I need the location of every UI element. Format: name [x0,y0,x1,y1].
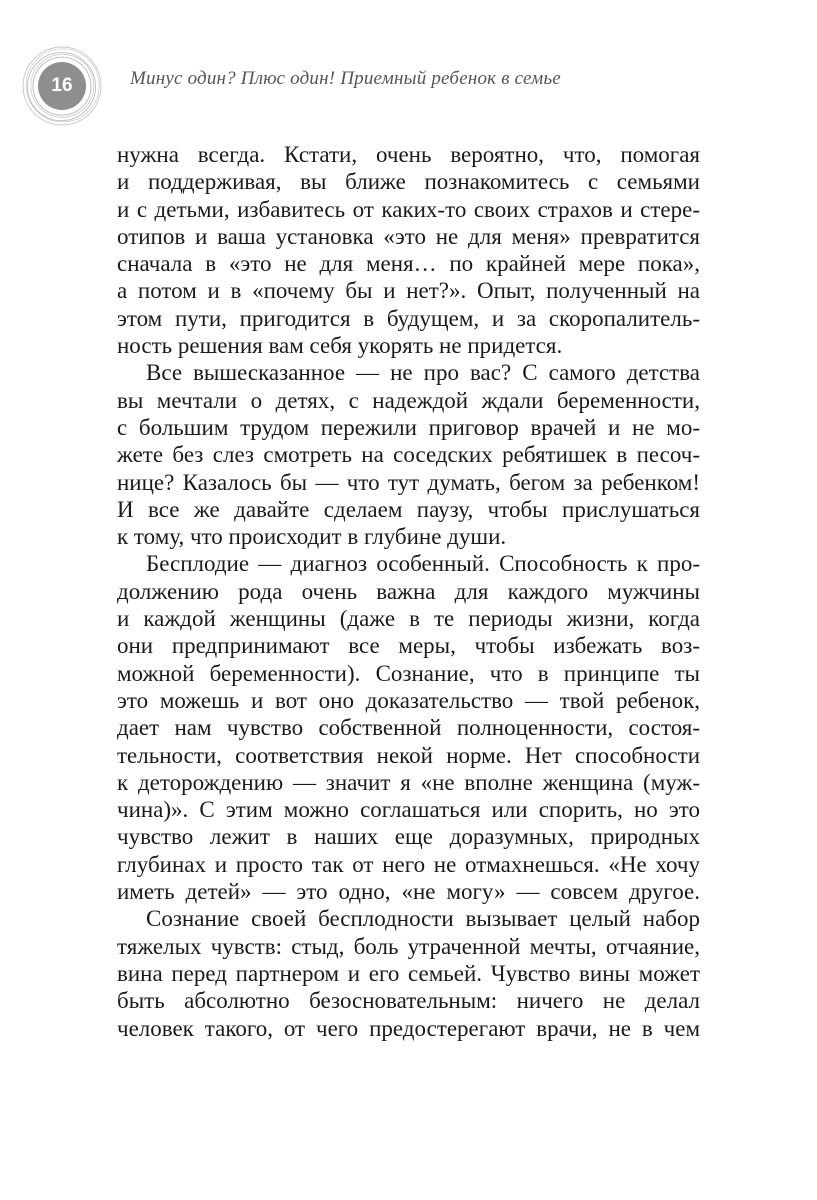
text-line: глубинах и просто так от него не отмахнешься. «Не хочу [117,851,700,877]
text-line: дает нам чувство собственной полноценности, состоя- [117,715,700,741]
text-line: должению рода очень важна для каждого мужчины [117,578,700,604]
text-line: нужна всегда. Кстати, очень вероятно, что, помогая [117,142,700,167]
text-line: иметь детей» — это одно, «не могу» — совсем другое. [117,879,700,905]
page-number: 16 [51,75,73,96]
text-line: чина)». С этим можно соглашаться или спорить, но это [117,797,700,823]
text-line: вина перед партнером и его семьей. Чувство вины может [117,960,700,986]
text-line: можной беременности). Сознание, что в принципе ты [117,660,700,686]
text-line: и с детьми, избавитесь от каких-то своих страхов и стере- [117,196,700,222]
text-line: И все же давайте сделаем паузу, чтобы прислушаться [117,496,700,522]
text-line: человек такого, от чего предостерегают врачи, не в чем [117,1015,700,1041]
text-line: ность решения вам себя укорять не придется. [117,333,563,359]
text-line: чувство лежит в наших еще доразумных, природных [117,824,700,850]
text-line: вы мечтали о детях, с надеждой ждали беременности, [117,387,700,413]
text-line: Все вышесказанное — не про вас? С самого детства [146,360,700,386]
running-header-title: Минус один? Плюс один! Приемный ребенок в семье [130,68,561,89]
text-line: Сознание своей бесплодности вызывает целый набор [146,906,700,932]
text-line: Бесплодие — диагноз особенный. Способность к про- [146,551,700,577]
text-line: к тому, что происходит в глубине души. [117,524,507,550]
text-line: тельности, соответствия некой норме. Нет способности [117,742,700,768]
text-line: жете без слез смотреть на соседских ребятишек в песоч- [117,442,700,468]
text-line: отипов и ваша установка «это не для меня» превратится [117,223,700,249]
text-line: быть абсолютно безосновательным: ничего не делал [117,988,700,1014]
text-line: к деторождению — значит я «не вполне женщина (муж- [117,769,700,795]
text-line: этом пути, пригодится в будущем, и за скоропалитель- [117,305,700,331]
text-line: они предпринимают все меры, чтобы избежать воз- [117,633,700,659]
text-line: с большим трудом пережили приговор врачей и не мо- [117,414,700,440]
text-line: и поддерживая, вы ближе познакомитесь с семьями [117,169,700,195]
text-line: тяжелых чувств: стыд, боль утраченной мечты, отчаяние, [117,933,700,959]
text-line: нице? Казалось бы — что тут думать, бегом за ребенком! [117,469,700,495]
body-text [117,141,700,1042]
text-line: сначала в «это не для меня… по крайней мере пока», [117,251,700,277]
text-line: а потом и в «почему бы и нет?». Опыт, полученный на [117,278,700,304]
text-line: это можешь и вот оно доказательство — твой ребенок, [117,687,700,713]
page-number-badge [21,45,103,127]
text-line: и каждой женщины (даже в те периоды жизни, когда [117,606,700,632]
